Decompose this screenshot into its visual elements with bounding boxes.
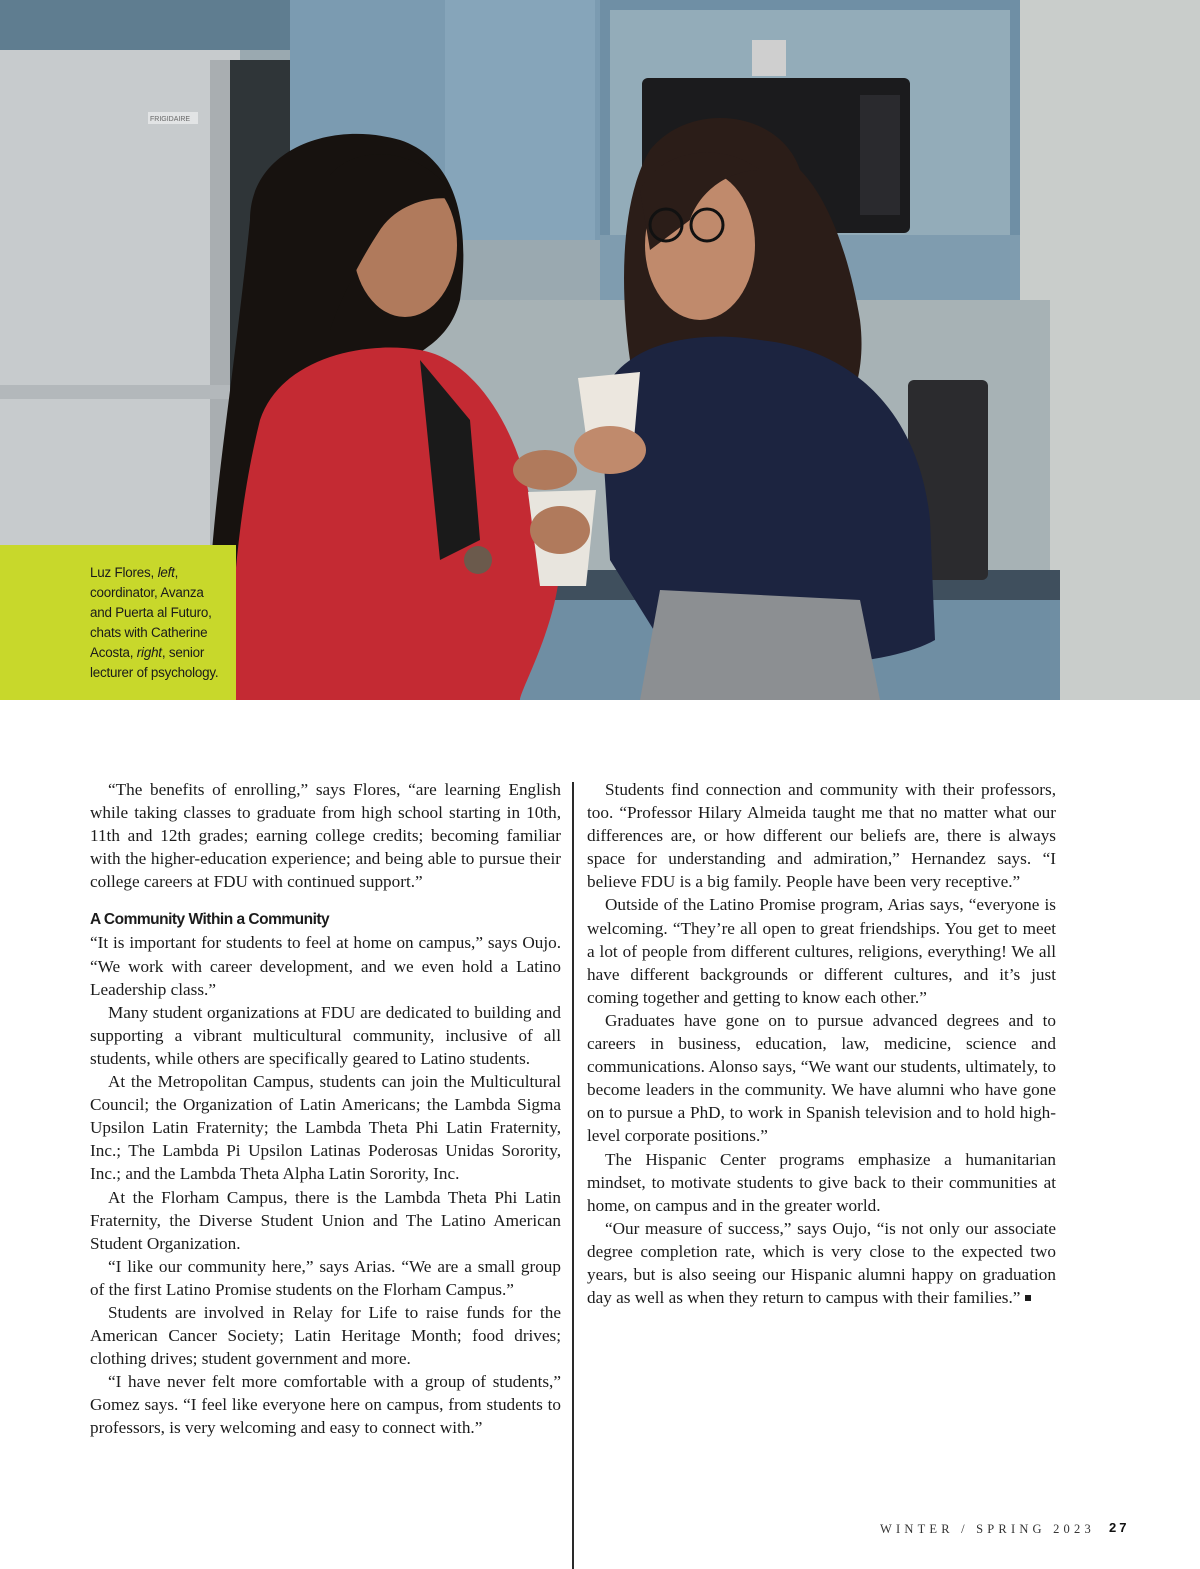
- caption-text-3: , senior lecturer of psychology.: [90, 645, 219, 680]
- article-left-column: [90, 778, 561, 1440]
- caption-text-2: , coordinator, Avanza and Puerta al Futuro, chats with Catherine Acosta,: [90, 565, 212, 660]
- paragraph: At the Metropolitan Campus, students can join the Multicultural Council; the Organization of Latin Americans; the Lambda Sigma Upsilon Latin Fraternity; the Lambda Theta Phi Latin Fraternity, Inc.; The Lambda Pi Upsilon Latinas Poderosas Unidas Sorority, Inc.; and the Lambda Theta Alpha Latin Sorority, Inc.: [90, 1072, 561, 1184]
- paragraph: Many student organizations at FDU are dedicated to building and supporting a vibrant multicultural community, inclusive of all students, while others are specifically geared to Latino students.: [90, 1002, 561, 1068]
- article-right-column: [587, 778, 1056, 1309]
- paragraph: “The benefits of enrolling,” says Flores, “are learning English while taking classes to graduate from high school starting in 10th, 11th and 12th grades; earning college credits; becoming familiar with the higher-education experience; and being able to pursue their college careers at FDU with continued support.”: [90, 780, 561, 892]
- paragraph: Students are involved in Relay for Life to raise funds for the American Cancer Society; Latin Heritage Month; food drives; clothing drives; student government and more.: [90, 1302, 561, 1369]
- paragraph: “I like our community here,” says Arias. “We are a small group of the first Latino Promise students on the Florham Campus.”: [90, 1256, 561, 1299]
- paragraph: “I have never felt more comfortable with a group of students,” Gomez says. “I feel like everyone here on campus, from students to professors, is very welcoming and easy to connect with.”: [90, 1372, 561, 1438]
- column-divider: [572, 782, 574, 1569]
- end-mark-icon: [1025, 1295, 1031, 1301]
- caption-text-1: Luz Flores,: [90, 565, 158, 580]
- page-number: 27: [1109, 1520, 1130, 1535]
- paragraph: Students find connection and community with their professors, too. “Professor Hilary Almeida taught me that no matter what our differences are, or how different our beliefs are, there is always space for understanding and admiration,” Hernandez says. “I believe FDU is a big family. People have been very receptive.”: [587, 780, 1056, 892]
- paragraph: The Hispanic Center programs emphasize a humanitarian mindset, to motivate students to give back to their communities at home, on campus and in the greater world.: [587, 1149, 1056, 1215]
- paragraph: “It is important for students to feel at home on campus,” says Oujo. “We work with career development, and we even hold a Latino Leadership class.”: [90, 933, 561, 999]
- paragraph: Outside of the Latino Promise program, Arias says, “everyone is welcoming. “They’re all open to great friendships. You get to meet a lot of people from different cultures, religions, everything! We all have different backgrounds or different cultures, and it’s just coming together and getting to know each other.”: [587, 895, 1056, 1007]
- caption-italic-left: left: [157, 565, 175, 580]
- section-heading: A Community Within a Community: [90, 911, 330, 929]
- caption-italic-right: right: [136, 645, 162, 660]
- photo-caption: [90, 563, 224, 683]
- issue-label: WINTER / SPRING 2023: [880, 1522, 1095, 1536]
- paragraph: At the Florham Campus, there is the Lambda Theta Phi Latin Fraternity, the Diverse Student Union and The Latino American Student Organization.: [90, 1187, 561, 1253]
- paragraph: Graduates have gone on to pursue advanced degrees and to careers in business, education, law, medicine, science and communications. Alonso says, “We want our students, ultimately, to become leaders in the community. We have alumni who have gone on to pursue a PhD, to work in Spanish television and to hold high-level corporate positions.”: [587, 1010, 1056, 1146]
- photo-caption-box: [0, 545, 236, 700]
- fridge-brand: FRIGIDAIRE: [150, 116, 191, 123]
- final-paragraph-text: “Our measure of success,” says Oujo, “is not only our associate degree completion rate, which is very close to the expected two years, but is also seeing our Hispanic alumni happy on graduation day as well as when they return to campus with their families.”: [587, 1218, 1056, 1308]
- paragraph-final: [587, 1217, 1056, 1309]
